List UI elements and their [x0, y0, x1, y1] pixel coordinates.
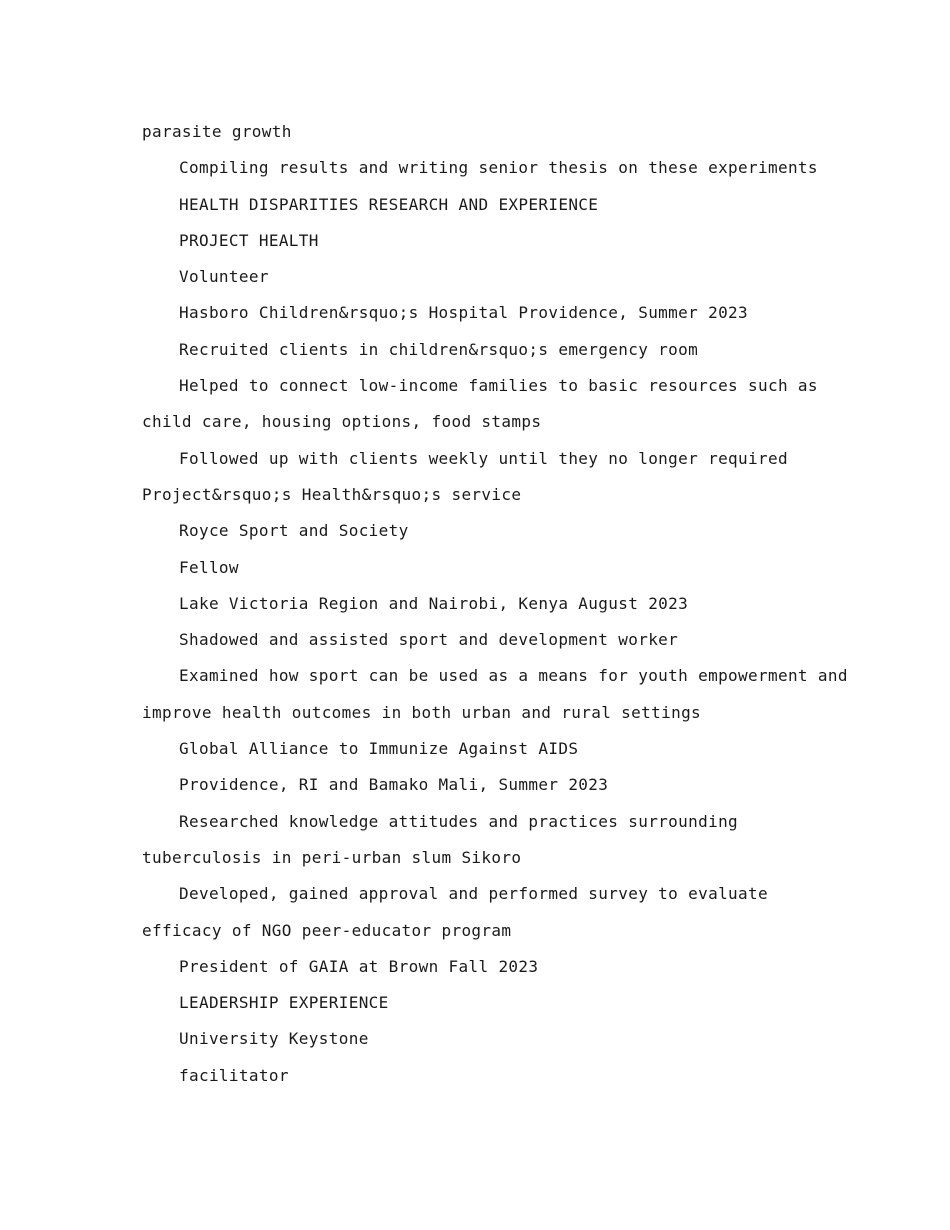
- text-line: Researched knowledge attitudes and practices surrounding: [179, 811, 739, 831]
- paragraph: [142, 985, 822, 1021]
- text-line: Volunteer: [179, 267, 269, 287]
- paragraph: [142, 550, 822, 586]
- text-line: Royce Sport and Society: [179, 521, 409, 541]
- paragraph: [142, 513, 822, 549]
- text-line: Global Alliance to Immunize Against AIDS: [179, 739, 579, 759]
- text-line: efficacy of NGO peer-educator program: [142, 920, 512, 940]
- paragraph: [142, 295, 822, 331]
- paragraph: [142, 187, 822, 223]
- text-line: Developed, gained approval and performed survey to evaluate: [179, 884, 768, 904]
- paragraph: [142, 658, 848, 731]
- paragraph: [142, 876, 822, 949]
- paragraph: [142, 368, 822, 441]
- paragraph: [142, 586, 822, 622]
- text-line: Helped to connect low-income families to basic resources such as: [179, 376, 818, 396]
- text-line: President of GAIA at Brown Fall 2023: [179, 956, 539, 976]
- text-line: PROJECT HEALTH: [179, 230, 319, 250]
- paragraph: [142, 804, 822, 877]
- paragraph: [142, 949, 822, 985]
- text-line: Hasboro Children&rsquo;s Hospital Providence, Summer 2023: [179, 303, 749, 323]
- paragraph: [142, 114, 822, 150]
- text-line: parasite growth: [142, 122, 292, 141]
- paragraph: [142, 1058, 822, 1094]
- text-line: University Keystone: [179, 1029, 369, 1049]
- text-line: Fellow: [179, 557, 239, 577]
- text-line: improve health outcomes in both urban and rural settings: [142, 702, 702, 722]
- text-line: child care, housing options, food stamps: [142, 412, 542, 432]
- paragraph: [142, 731, 822, 767]
- text-line: Lake Victoria Region and Nairobi, Kenya August 2023: [179, 593, 689, 613]
- paragraph: [142, 223, 822, 259]
- document-body: [142, 114, 848, 1094]
- paragraph: [142, 150, 822, 186]
- text-line: HEALTH DISPARITIES RESEARCH AND EXPERIENCE: [179, 194, 599, 214]
- text-line: tuberculosis in peri-urban slum Sikoro: [142, 847, 522, 867]
- paragraph: [142, 259, 822, 295]
- text-line: facilitator: [179, 1065, 289, 1085]
- paragraph: [142, 622, 822, 658]
- text-line: LEADERSHIP EXPERIENCE: [179, 993, 389, 1013]
- text-line: Project&rsquo;s Health&rsquo;s service: [142, 484, 522, 504]
- paragraph: [142, 332, 822, 368]
- paragraph: [142, 1021, 822, 1057]
- text-line: Followed up with clients weekly until they no longer required: [179, 448, 788, 468]
- text-line: Examined how sport can be used as a means for youth empowerment and: [179, 666, 848, 686]
- text-line: Shadowed and assisted sport and development worker: [179, 630, 679, 650]
- text-line: Compiling results and writing senior thesis on these experiments: [179, 158, 818, 178]
- paragraph: [142, 767, 822, 803]
- text-line: Recruited clients in children&rsquo;s emergency room: [179, 339, 699, 359]
- text-line: Providence, RI and Bamako Mali, Summer 2023: [179, 775, 609, 795]
- paragraph: [142, 441, 822, 514]
